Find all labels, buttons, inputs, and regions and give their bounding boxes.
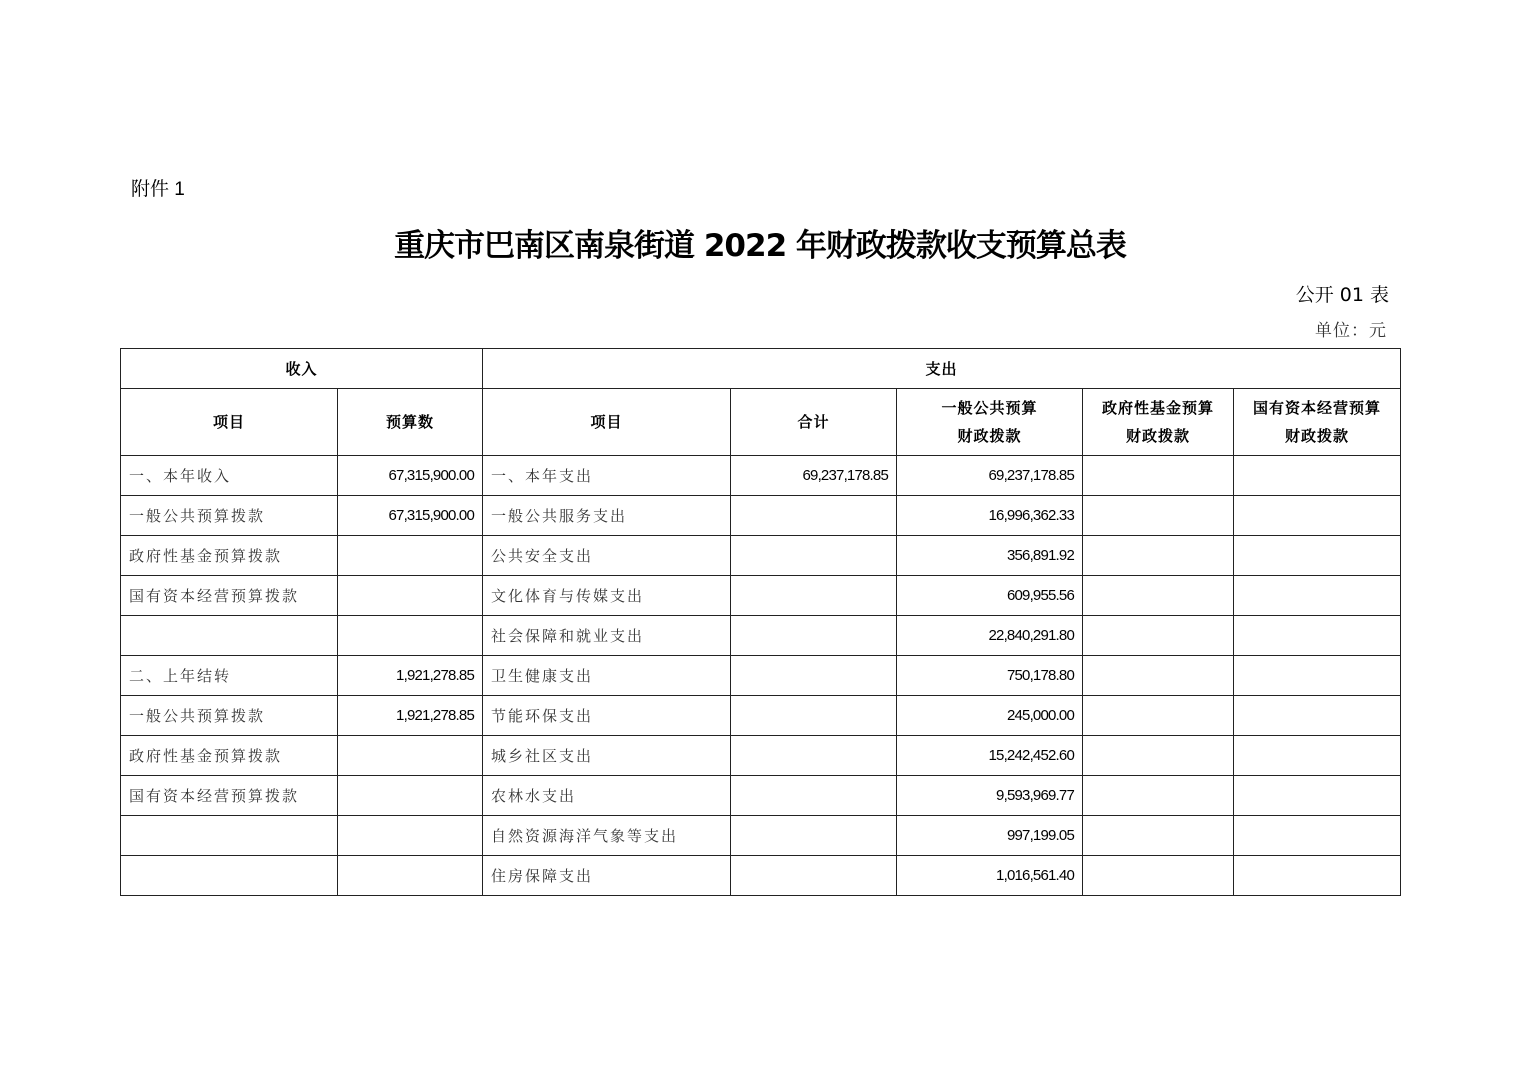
expense-item-cell: 卫生健康支出 bbox=[483, 656, 731, 696]
state-capital-cell bbox=[1234, 736, 1401, 776]
income-item-cell: 国有资本经营预算拨款 bbox=[121, 576, 338, 616]
general-budget-cell: 1,016,561.40 bbox=[897, 856, 1083, 896]
table-code: 公开 01 表 bbox=[1295, 284, 1389, 306]
income-budget-cell bbox=[338, 816, 483, 856]
table-row bbox=[121, 816, 1401, 856]
total-cell bbox=[731, 576, 897, 616]
income-item-cell: 政府性基金预算拨款 bbox=[121, 736, 338, 776]
gov-fund-cell bbox=[1083, 616, 1234, 656]
gov-fund-cell bbox=[1083, 816, 1234, 856]
general-budget-header bbox=[897, 389, 1083, 456]
income-item-cell: 一般公共预算拨款 bbox=[121, 496, 338, 536]
income-budget-header: 预算数 bbox=[338, 389, 483, 456]
page-title: 重庆市巴南区南泉街道 2022 年财政拨款收支预算总表 bbox=[394, 228, 1126, 264]
state-capital-cell bbox=[1234, 576, 1401, 616]
income-budget-cell: 1,921,278.85 bbox=[338, 656, 483, 696]
table-row bbox=[121, 456, 1401, 496]
state-capital-cell bbox=[1234, 536, 1401, 576]
income-item-cell bbox=[121, 616, 338, 656]
table-row bbox=[121, 496, 1401, 536]
expense-item-cell: 城乡社区支出 bbox=[483, 736, 731, 776]
expense-item-cell: 公共安全支出 bbox=[483, 536, 731, 576]
state-capital-header-line2: 财政拨款 bbox=[1285, 427, 1350, 445]
table-row bbox=[121, 696, 1401, 736]
total-cell bbox=[731, 656, 897, 696]
expense-item-header: 项目 bbox=[483, 389, 731, 456]
total-cell bbox=[731, 816, 897, 856]
state-capital-cell bbox=[1234, 456, 1401, 496]
state-capital-cell bbox=[1234, 696, 1401, 736]
general-budget-cell: 22,840,291.80 bbox=[897, 616, 1083, 656]
table-row bbox=[121, 616, 1401, 656]
gov-fund-header-line2: 财政拨款 bbox=[1126, 427, 1191, 445]
income-item-cell bbox=[121, 816, 338, 856]
table-row bbox=[121, 576, 1401, 616]
table-row bbox=[121, 656, 1401, 696]
general-budget-cell: 9,593,969.77 bbox=[897, 776, 1083, 816]
table-row bbox=[121, 776, 1401, 816]
general-budget-cell: 609,955.56 bbox=[897, 576, 1083, 616]
expense-item-cell: 一般公共服务支出 bbox=[483, 496, 731, 536]
income-item-cell: 一般公共预算拨款 bbox=[121, 696, 338, 736]
general-budget-cell: 356,891.92 bbox=[897, 536, 1083, 576]
total-cell bbox=[731, 856, 897, 896]
state-capital-cell bbox=[1234, 856, 1401, 896]
gov-fund-cell bbox=[1083, 736, 1234, 776]
income-budget-cell: 1,921,278.85 bbox=[338, 696, 483, 736]
income-budget-cell bbox=[338, 736, 483, 776]
gov-fund-header-line1: 政府性基金预算 bbox=[1102, 399, 1215, 417]
general-budget-cell: 16,996,362.33 bbox=[897, 496, 1083, 536]
general-budget-header-line2: 财政拨款 bbox=[957, 427, 1022, 445]
budget-table bbox=[120, 348, 1401, 896]
state-capital-cell bbox=[1234, 816, 1401, 856]
income-budget-cell bbox=[338, 856, 483, 896]
group-header-row bbox=[121, 349, 1401, 389]
income-item-cell: 二、上年结转 bbox=[121, 656, 338, 696]
expense-item-cell: 农林水支出 bbox=[483, 776, 731, 816]
general-budget-header-line1: 一般公共预算 bbox=[941, 399, 1038, 417]
unit-label: 单位：元 bbox=[1315, 321, 1387, 341]
general-budget-cell: 750,178.80 bbox=[897, 656, 1083, 696]
income-budget-cell bbox=[338, 776, 483, 816]
expense-item-cell: 节能环保支出 bbox=[483, 696, 731, 736]
general-budget-cell: 997,199.05 bbox=[897, 816, 1083, 856]
income-item-cell: 政府性基金预算拨款 bbox=[121, 536, 338, 576]
income-budget-cell bbox=[338, 536, 483, 576]
expense-item-cell: 住房保障支出 bbox=[483, 856, 731, 896]
income-group-header: 收入 bbox=[121, 349, 483, 389]
income-budget-cell bbox=[338, 576, 483, 616]
total-header: 合计 bbox=[731, 389, 897, 456]
gov-fund-cell bbox=[1083, 456, 1234, 496]
general-budget-cell: 69,237,178.85 bbox=[897, 456, 1083, 496]
gov-fund-cell bbox=[1083, 576, 1234, 616]
total-cell bbox=[731, 496, 897, 536]
expense-item-cell: 文化体育与传媒支出 bbox=[483, 576, 731, 616]
income-item-header: 项目 bbox=[121, 389, 338, 456]
gov-fund-cell bbox=[1083, 856, 1234, 896]
total-cell bbox=[731, 776, 897, 816]
gov-fund-cell bbox=[1083, 496, 1234, 536]
state-capital-cell bbox=[1234, 776, 1401, 816]
state-capital-cell bbox=[1234, 616, 1401, 656]
general-budget-cell: 15,242,452.60 bbox=[897, 736, 1083, 776]
total-cell: 69,237,178.85 bbox=[731, 456, 897, 496]
general-budget-cell: 245,000.00 bbox=[897, 696, 1083, 736]
state-capital-header bbox=[1234, 389, 1401, 456]
income-item-cell: 一、本年收入 bbox=[121, 456, 338, 496]
table-row bbox=[121, 536, 1401, 576]
table-row bbox=[121, 736, 1401, 776]
expense-item-cell: 一、本年支出 bbox=[483, 456, 731, 496]
gov-fund-cell bbox=[1083, 656, 1234, 696]
gov-fund-cell bbox=[1083, 776, 1234, 816]
state-capital-header-line1: 国有资本经营预算 bbox=[1253, 399, 1382, 417]
income-budget-cell bbox=[338, 616, 483, 656]
gov-fund-header bbox=[1083, 389, 1234, 456]
state-capital-cell bbox=[1234, 656, 1401, 696]
table-row bbox=[121, 856, 1401, 896]
income-budget-cell: 67,315,900.00 bbox=[338, 496, 483, 536]
total-cell bbox=[731, 536, 897, 576]
gov-fund-cell bbox=[1083, 536, 1234, 576]
total-cell bbox=[731, 696, 897, 736]
total-cell bbox=[731, 736, 897, 776]
total-cell bbox=[731, 616, 897, 656]
income-budget-cell: 67,315,900.00 bbox=[338, 456, 483, 496]
state-capital-cell bbox=[1234, 496, 1401, 536]
income-item-cell: 国有资本经营预算拨款 bbox=[121, 776, 338, 816]
attachment-label: 附件 1 bbox=[131, 179, 185, 200]
column-header-row bbox=[121, 389, 1401, 456]
expense-group-header: 支出 bbox=[483, 349, 1401, 389]
income-item-cell bbox=[121, 856, 338, 896]
expense-item-cell: 社会保障和就业支出 bbox=[483, 616, 731, 656]
gov-fund-cell bbox=[1083, 696, 1234, 736]
expense-item-cell: 自然资源海洋气象等支出 bbox=[483, 816, 731, 856]
